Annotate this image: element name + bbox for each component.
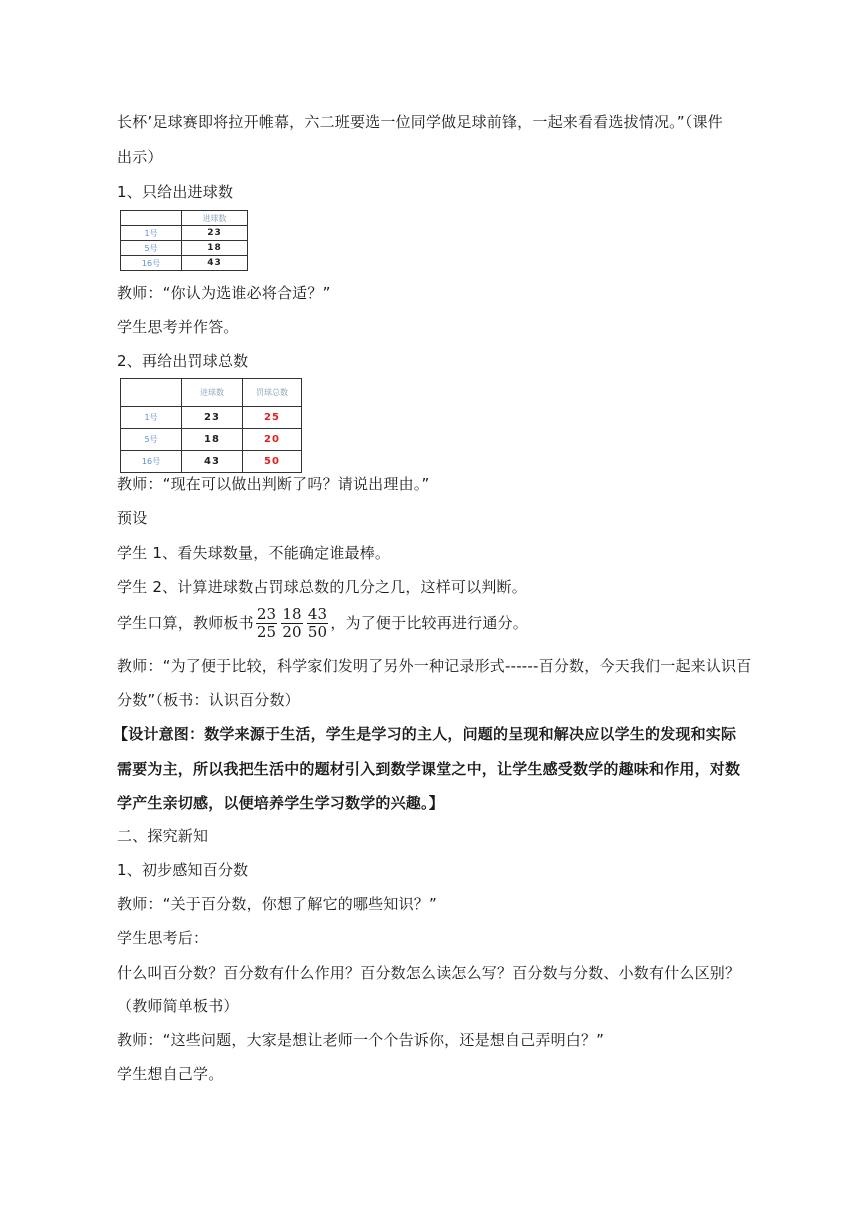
fraction bbox=[281, 606, 303, 641]
goals-and-penalties-table bbox=[120, 378, 302, 473]
numerator: 43 bbox=[307, 605, 328, 623]
table-header-total: 罚球总数 bbox=[243, 379, 302, 407]
section-heading: 1、只给出进球数 bbox=[117, 183, 234, 201]
goals-value: 18 bbox=[182, 241, 248, 256]
lesson-text-line: 教师：“为了便于比较，科学家们发明了另外一种记录形式------百分数，今天我们一起来认识百 bbox=[117, 657, 752, 675]
goals-value: 23 bbox=[182, 407, 243, 429]
table-header-goals: 进球数 bbox=[182, 379, 243, 407]
section-heading: 二、探究新知 bbox=[117, 827, 209, 845]
player-label: 1号 bbox=[121, 407, 182, 429]
fraction bbox=[307, 606, 329, 641]
design-intent-line: 学产生亲切感，以便培养学生学习数学的兴趣。】 bbox=[117, 794, 444, 812]
player-label: 1号 bbox=[121, 226, 182, 241]
fraction-line bbox=[117, 604, 528, 642]
fraction bbox=[256, 606, 278, 641]
table-corner bbox=[121, 379, 182, 407]
player-label: 16号 bbox=[121, 451, 182, 473]
total-value: 25 bbox=[243, 407, 302, 429]
lesson-text-line: 学生 2、计算进球数占罚球总数的几分之几，这样可以判断。 bbox=[117, 578, 527, 596]
lesson-text-line: 预设 bbox=[117, 509, 148, 527]
section-heading: 1、初步感知百分数 bbox=[117, 861, 249, 879]
design-intent-line: 【设计意图：数学来源于生活，学生是学习的主人，问题的呈现和解决应以学生的发现和实际 bbox=[113, 725, 737, 743]
lesson-text-line: （教师简单板书） bbox=[117, 997, 239, 1015]
denominator: 50 bbox=[307, 623, 328, 641]
total-value: 50 bbox=[243, 451, 302, 473]
goals-value: 43 bbox=[182, 256, 248, 271]
lesson-text-line: 教师：“现在可以做出判断了吗？请说出理由。” bbox=[117, 475, 430, 493]
lesson-text-line: 教师：“你认为选谁必将合适？” bbox=[117, 284, 331, 302]
goals-table bbox=[120, 210, 248, 271]
goals-value: 18 bbox=[182, 429, 243, 451]
table-corner bbox=[121, 211, 182, 226]
lesson-text-line: 分数”（板书：认识百分数） bbox=[117, 691, 300, 709]
total-value: 20 bbox=[243, 429, 302, 451]
lesson-text-line: 什么叫百分数？百分数有什么作用？百分数怎么读怎么写？百分数与分数、小数有什么区别？ bbox=[117, 964, 741, 982]
lesson-text-line: 教师：“这些问题，大家是想让老师一个个告诉你，还是想自己弄明白？” bbox=[117, 1031, 605, 1049]
player-label: 5号 bbox=[121, 429, 182, 451]
lesson-text-line: 学生思考后： bbox=[117, 929, 209, 947]
player-label: 5号 bbox=[121, 241, 182, 256]
goals-value: 23 bbox=[182, 226, 248, 241]
goals-value: 43 bbox=[182, 451, 243, 473]
numerator: 18 bbox=[282, 605, 302, 623]
table-header-goals: 进球数 bbox=[182, 211, 248, 226]
design-intent-line: 需要为主，所以我把生活中的题材引入到数学课堂之中，让学生感受数学的趣味和作用，对数 bbox=[117, 760, 741, 778]
lesson-text-line: 出示） bbox=[117, 148, 163, 166]
fraction-suffix: ，为了便于比较再进行通分。 bbox=[330, 614, 528, 632]
lesson-text-line: 教师：“关于百分数，你想了解它的哪些知识？” bbox=[117, 895, 437, 913]
lesson-text-line: 学生思考并作答。 bbox=[117, 318, 239, 336]
numerator: 23 bbox=[256, 605, 277, 623]
section-heading: 2、再给出罚球总数 bbox=[117, 352, 249, 370]
player-label: 16号 bbox=[121, 256, 182, 271]
lesson-text-line: 学生 1、看失球数量，不能确定谁最棒。 bbox=[117, 544, 391, 562]
denominator: 20 bbox=[282, 623, 302, 641]
fraction-prefix: 学生口算，教师板书 bbox=[117, 614, 254, 632]
lesson-text-line: 长杯’足球赛即将拉开帷幕，六二班要选一位同学做足球前锋，一起来看看选拔情况。”（课件 bbox=[117, 113, 723, 131]
denominator: 25 bbox=[256, 623, 277, 641]
lesson-text-line: 学生想自己学。 bbox=[117, 1065, 224, 1083]
